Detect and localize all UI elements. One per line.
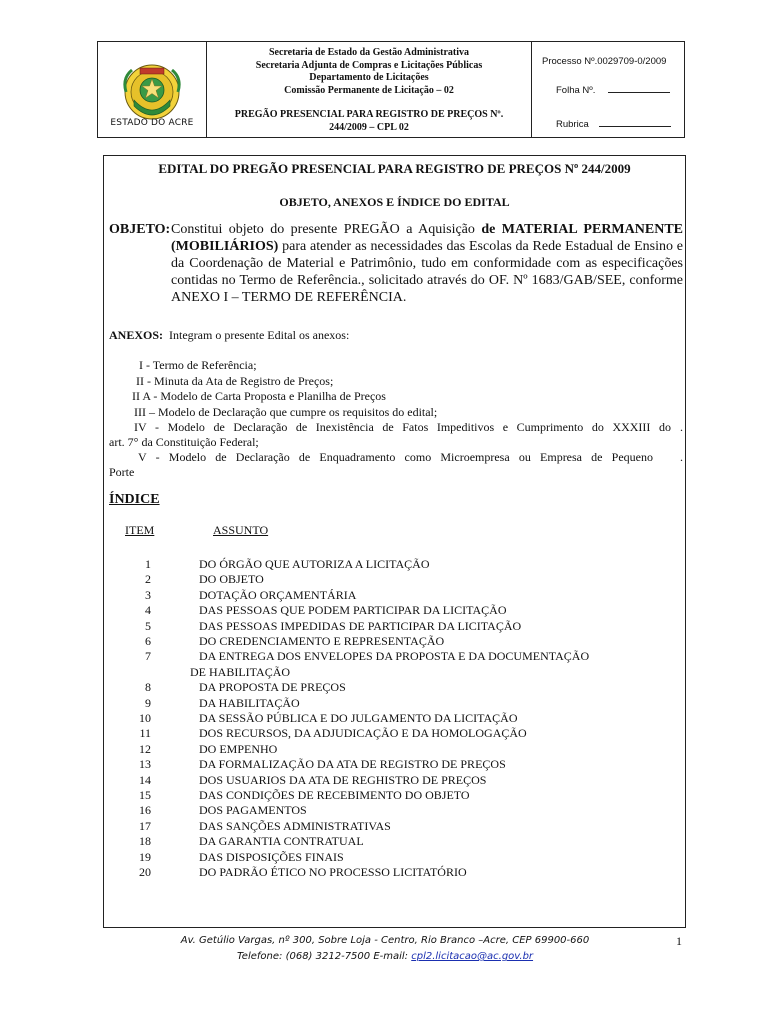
document-header [97,41,685,138]
indice-item-number: 19 [139,849,151,864]
footer-contact [0,951,770,962]
indice-item-title: DAS PESSOAS QUE PODEM PARTICIPAR DA LICITAÇÃO [199,603,507,618]
indice-item-title: DO CREDENCIAMENTO E REPRESENTAÇÃO [199,634,445,648]
indice-item-title: DAS SANÇÕES ADMINISTRATIVAS [199,818,391,833]
anexo-item: III – Modelo de Declaração que cumpre os requisitos do edital; [134,405,438,419]
indice-item-number: 15 [139,788,151,802]
rubrica-blank [599,126,671,127]
indice-item-title: DO PADRÃO ÉTICO NO PROCESSO LICITATÓRIO [199,865,467,879]
indice-item-title: DO OBJETO [199,572,264,587]
objeto-text-bold: (MOBILIÁRIOS) [171,239,279,254]
org-line: Departamento de Licitações [309,72,429,83]
footer-email-link[interactable]: cpl2.licitacao@ac.gov.br [411,951,534,962]
indice-item-title: DA GARANTIA CONTRATUAL [199,834,364,849]
anexo-item-dot: . [680,420,683,434]
indice-item-title: DA SESSÃO PÚBLICA E DO JULGAMENTO DA LICITAÇÃO [199,711,518,725]
indice-item-title: DA ENTREGA DOS ENVELOPES DA PROPOSTA E DA DOCUMENTAÇÃO [199,649,590,664]
anexos-label: ANEXOS: [109,328,164,342]
anexo-item: I - Termo de Referência; [139,358,257,372]
anexo-item: V - Modelo de Declaração de Enquadramento como Microempresa ou Empresa de Pequeno [138,450,653,464]
indice-item-number: 14 [139,772,151,787]
indice-item-number: 13 [139,757,151,772]
indice-heading: ÍNDICE [109,492,160,507]
indice-item-number: 10 [139,711,151,725]
indice-col-item: ITEM [125,523,155,537]
indice-item-number: 17 [139,818,151,833]
process-number: Processo Nº.0029709-0/2009 [542,56,667,67]
indice-col-assunto: ASSUNTO [213,523,269,537]
indice-item-number: 6 [145,634,151,648]
indice-item-title: DO ÓRGÃO QUE AUTORIZA A LICITAÇÃO [199,557,430,571]
indice-item-title: DAS CONDIÇÕES DE RECEBIMENTO DO OBJETO [199,788,470,802]
indice-item-title-continuation: DE HABILITAÇÃO [190,664,291,679]
indice-item-title: DA PROPOSTA DE PREÇOS [199,680,346,695]
page-number: 1 [676,934,682,948]
anexo-item: art. 7° da Constituição Federal; [109,435,259,449]
rubrica-label: Rubrica [556,119,589,130]
objeto-text-bold: de MATERIAL PERMANENTE [481,222,683,237]
org-line: Secretaria Adjunta de Compras e Licitações Públicas [255,59,483,71]
indice-item-number: 3 [145,587,151,602]
indice-item-number: 16 [139,803,151,818]
indice-item-number: 7 [145,649,151,664]
indice-item-number: 1 [145,557,151,571]
indice-item-number: 2 [145,572,151,587]
state-label: ESTADO DO ACRE [110,118,194,128]
edital-subtitle: OBJETO, ANEXOS E ÍNDICE DO EDITAL [279,195,510,209]
indice-item-number: 4 [145,603,151,618]
anexo-item: Porte [109,465,135,479]
anexo-item: II - Minuta da Ata de Registro de Preços; [136,374,334,388]
header-logo-cell [98,42,207,137]
pregao-line: PREGÃO PRESENCIAL PARA REGISTRO DE PREÇOS Nº. [234,109,504,120]
indice-item-title: DOS RECURSOS, DA ADJUDICAÇÃO E DA HOMOLOGAÇÃO [199,726,527,741]
indice-item-number: 20 [139,865,151,879]
indice-item-number: 11 [139,726,151,741]
acre-coat-of-arms-icon [120,62,184,126]
indice-item-title: DOS USUARIOS DA ATA DE REGHISTRO DE PREÇOS [199,772,487,787]
anexos-heading [109,328,349,343]
pregao-line: 244/2009 – CPL 02 [329,121,409,133]
indice-item-title: DA HABILITAÇÃO [199,695,300,710]
folha-label: Folha Nº. [556,85,596,96]
objeto-section [109,221,683,306]
edital-title: EDITAL DO PREGÃO PRESENCIAL PARA REGISTRO DE PREÇOS Nº 244/2009 [158,161,631,176]
indice-item-title: DA FORMALIZAÇÃO DA ATA DE REGISTRO DE PREÇOS [199,757,506,772]
header-organization [207,42,532,137]
anexo-item: IV - Modelo de Declaração de Inexistência de Fatos Impeditivos e Cumprimento do XXXIII do [134,420,671,434]
folha-field [556,85,670,96]
anexo-item: II A - Modelo de Carta Proposta e Planilha de Preços [132,389,386,403]
header-process-cell [532,42,684,137]
rubrica-field [556,119,671,130]
objeto-text [171,221,683,306]
folha-blank [608,92,670,93]
objeto-label: OBJETO: [109,222,171,237]
indice-item-title: DAS PESSOAS IMPEDIDAS DE PARTICIPAR DA LICITAÇÃO [199,618,522,633]
indice-item-title: DOS PAGAMENTOS [199,803,307,818]
indice-item-number: 5 [145,618,151,633]
org-line: Secretaria de Estado da Gestão Administrativa [268,47,470,58]
footer-address: Av. Getúlio Vargas, nº 300, Sobre Loja - Centro, Rio Branco –Acre, CEP 69900-660 [180,935,590,946]
org-line: Comissão Permanente de Licitação – 02 [284,84,454,96]
indice-item-title: DO EMPENHO [199,741,278,756]
anexos-intro: Integram o presente Edital os anexos: [169,328,350,342]
indice-item-number: 12 [139,741,151,756]
objeto-text-post: para atender as necessidades das Escolas da Rede Estadual de Ensino e da Coordenação de Material e Patrimônio, tudo em conformidade com as especificações contidas no Termo de Referência., solicitado através do OF. Nº 1683/GAB/SEE, conforme ANEXO I – TERMO DE REFERÊNCIA. [171,239,683,305]
indice-item-number: 8 [145,680,151,695]
objeto-text-pre: Constitui objeto do presente PREGÃO a Aquisição [171,222,482,237]
indice-item-number: 9 [145,695,151,710]
footer-phone: Telefone: (068) 3212-7500 E-mail: [236,951,412,962]
indice-item-title: DOTAÇÃO ORÇAMENTÁRIA [199,587,357,602]
indice-item-number: 18 [139,834,151,849]
indice-item-title: DAS DISPOSIÇÕES FINAIS [199,849,344,864]
anexo-item-dot: . [680,450,683,464]
